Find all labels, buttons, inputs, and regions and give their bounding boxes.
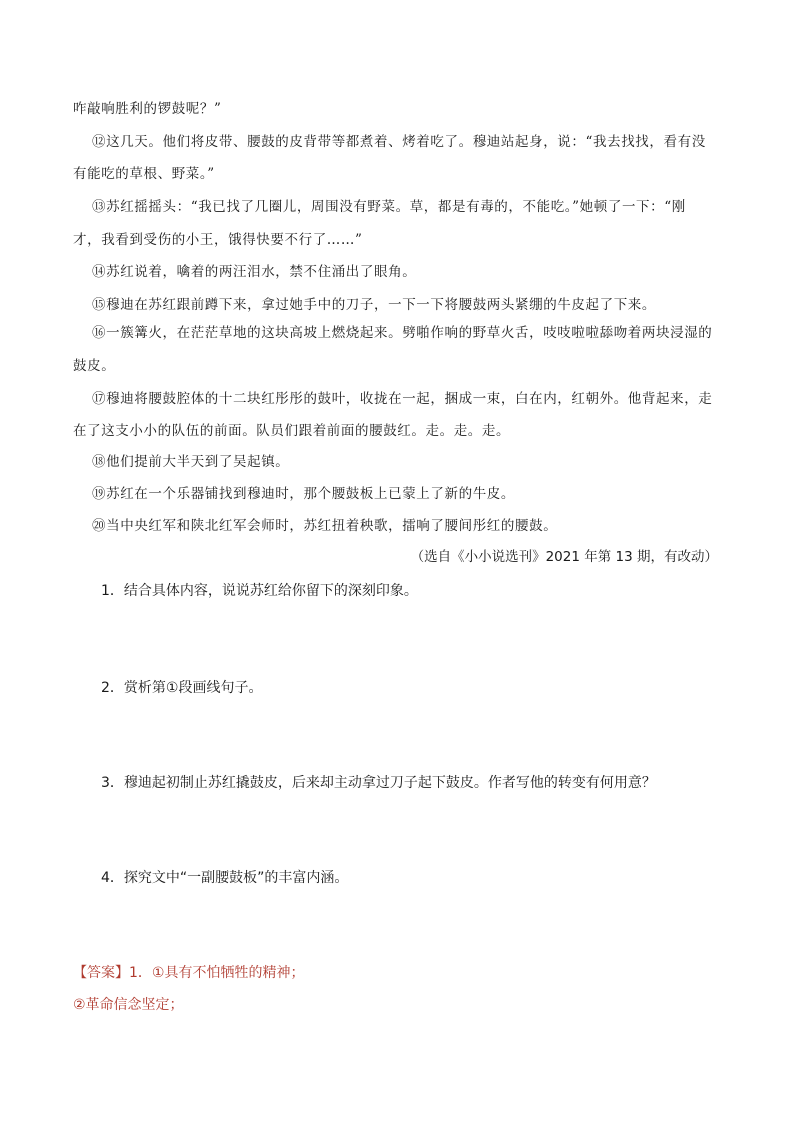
answer-line-1 xyxy=(73,962,304,982)
paragraph-16-line-2: 鼓皮。 xyxy=(73,358,116,374)
answer-line-2: ②革命信念坚定； xyxy=(73,997,184,1013)
paragraph-15: ⑮穆迪在苏红跟前蹲下来，拿过她手中的刀子，一下一下将腰鼓两头紧绷的牛皮起了下来。 xyxy=(92,297,656,313)
paragraph-17-line-2: 在了这支小小的队伍的前面。队员们跟着前面的腰鼓红。走。走。走。 xyxy=(73,423,511,439)
paragraph-19: ⑲苏红在一个乐器铺找到穆迪时，那个腰鼓板上已蒙上了新的牛皮。 xyxy=(92,486,515,502)
question-4: 4．探究文中“一副腰鼓板”的丰富内涵。 xyxy=(101,870,349,886)
question-3: 3．穆迪起初制止苏红撬鼓皮，后来却主动拿过刀子起下鼓皮。作者写他的转变有何用意？ xyxy=(101,775,656,791)
paragraph-13-line-1: ⑬苏红摇摇头：“我已找了几圈儿，周围没有野菜。草，都是有毒的，不能吃。”她顿了一下：“刚 xyxy=(92,199,686,215)
paragraph-14: ⑭苏红说着，噙着的两汪泪水，禁不住涌出了眼角。 xyxy=(92,264,417,280)
paragraph-20: ⑳当中央红军和陕北红军会师时，苏红扭着秧歌，擂响了腰间彤红的腰鼓。 xyxy=(92,518,558,534)
answer-label: 【答案】 xyxy=(73,965,129,981)
paragraph-17-line-1: ⑰穆迪将腰鼓腔体的十二块红彤彤的鼓叶，收拢在一起，捆成一束，白在内，红朝外。他背起来，走 xyxy=(92,391,713,407)
source-citation: （选自《小小说选刊》2021 年第 13 期，有改动） xyxy=(410,549,718,565)
passage-line-1: 咋敲响胜利的锣鼓呢？” xyxy=(73,101,222,117)
paragraph-13-line-2: 才，我看到受伤的小王，饿得快要不行了……” xyxy=(73,232,363,248)
paragraph-16-line-1: ⑯一簇篝火，在茫茫草地的这块高坡上燃烧起来。劈啪作响的野草火舌，吱吱啦啦舔吻着两块浸湿的 xyxy=(92,325,713,341)
question-1: 1．结合具体内容，说说苏红给你留下的深刻印象。 xyxy=(101,583,418,599)
paragraph-18: ⑱他们提前大半天到了吴起镇。 xyxy=(92,454,290,470)
paragraph-12-line-1: ⑫这几天。他们将皮带、腰鼓的皮背带等都煮着、烤着吃了。穆迪站起身，说：“我去找找，看有没 xyxy=(92,134,706,150)
paragraph-12-line-2: 有能吃的草根、野菜。” xyxy=(73,166,215,182)
answer-text-1: 1．①具有不怕牺牲的精神； xyxy=(129,965,305,981)
question-2: 2．赏析第①段画线句子。 xyxy=(101,680,263,696)
